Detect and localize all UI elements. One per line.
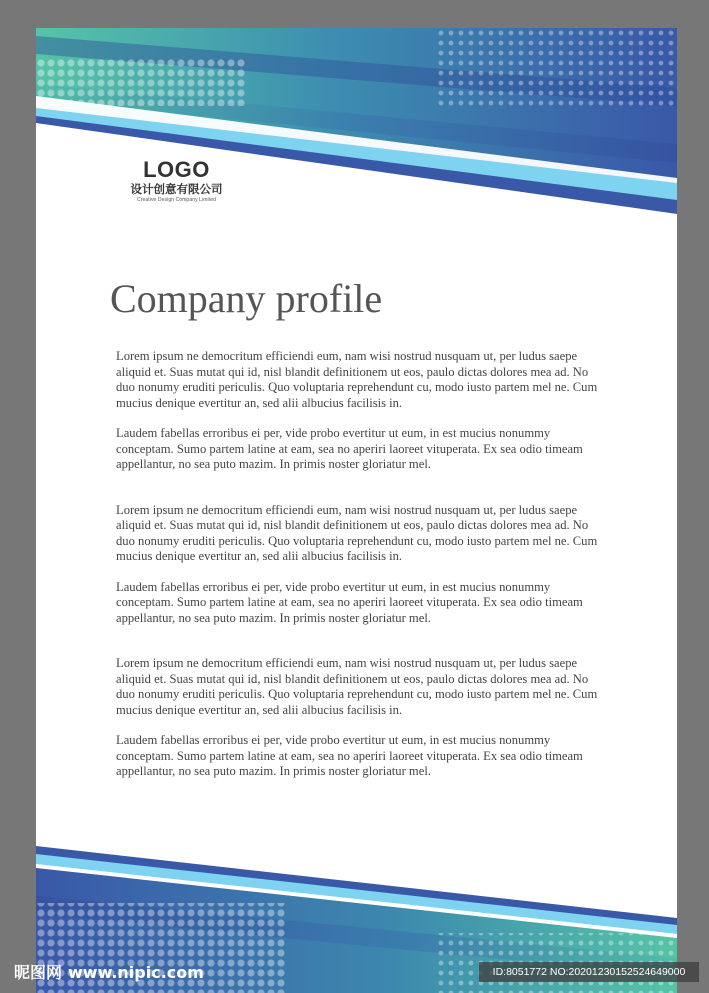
document-title: Company profile [110,276,383,321]
company-logo [114,158,239,204]
paragraph-1: Lorem ipsum ne democritum efficiendi eum, nam wisi nostrud nusquam ut, per ludus saepe aliquid et. Suas mutat qui id, nisl blandit definitionem ut eos, paulo dictas dolores mea ad. No duo nonumy eruditi periculis. Quo voluptaria reprehendunt cu, modo iusto partem mel ne. Cum mucius denique evertitur an, sed alii albucius facilisis in. [116,349,598,410]
letterhead-page [36,28,677,993]
top-dots-left [36,58,246,106]
top-dots-right [436,28,677,108]
logo-chinese-name: 设计创意有限公司 [130,182,223,196]
watermark-site-name: 昵图网 [14,963,63,982]
paragraph-4: Laudem fabellas erroribus ei per, vide probo evertitur ut eum, in est mucius nonummy conceptam. Sumo partem latine at eam, sea no aperiri laoreet vituperata. Ex sea odio timeam appellantur, no sea puto mazim. In primis noster gloriatur mel. [116,579,583,625]
watermark-image-id: ID:8051772 NO:20201230152524649000 [479,962,699,982]
logo-mark: LOGO [143,157,210,182]
watermark-site [14,962,204,984]
document-body [116,349,606,780]
paragraph-2: Laudem fabellas erroribus ei per, vide probo evertitur ut eum, in est mucius nonummy conceptam. Sumo partem latine at eam, sea no aperiri laoreet vituperata. Ex sea odio timeam appellantur, no sea puto mazim. In primis noster gloriatur mel. [116,426,583,471]
paragraph-3: Lorem ipsum ne democritum efficiendi eum, nam wisi nostrud nusquam ut, per ludus saepe aliquid et. Suas mutat qui id, nisl blandit definitionem ut eos, paulo dictas dolores mea ad. No duo nonumy eruditi periculis. Quo voluptaria reprehendunt cu, modo iusto partem mel ne. Cum mucius denique evertitur an, sed alii albucius facilisis in. [116,502,598,563]
watermark-site-url: www.nipic.com [68,963,204,982]
paragraph-5: Lorem ipsum ne democritum efficiendi eum, nam wisi nostrud nusquam ut, per ludus saepe aliquid et. Suas mutat qui id, nisl blandit definitionem ut eos, paulo dictas dolores mea ad. No duo nonumy eruditi periculis. Quo voluptaria reprehendunt cu, modo iusto partem mel ne. Cum mucius denique evertitur an, sed alii albucius facilisis in. [116,656,598,717]
logo-english-name: Creative Design Company Limited [137,197,216,203]
paragraph-6: Laudem fabellas erroribus ei per, vide probo evertitur ut eum, in est mucius nonummy conceptam. Sumo partem latine at eam, sea no aperiri laoreet vituperata. Ex sea odio timeam appellantur, no sea puto mazim. In primis noster gloriatur mel. [116,733,583,778]
